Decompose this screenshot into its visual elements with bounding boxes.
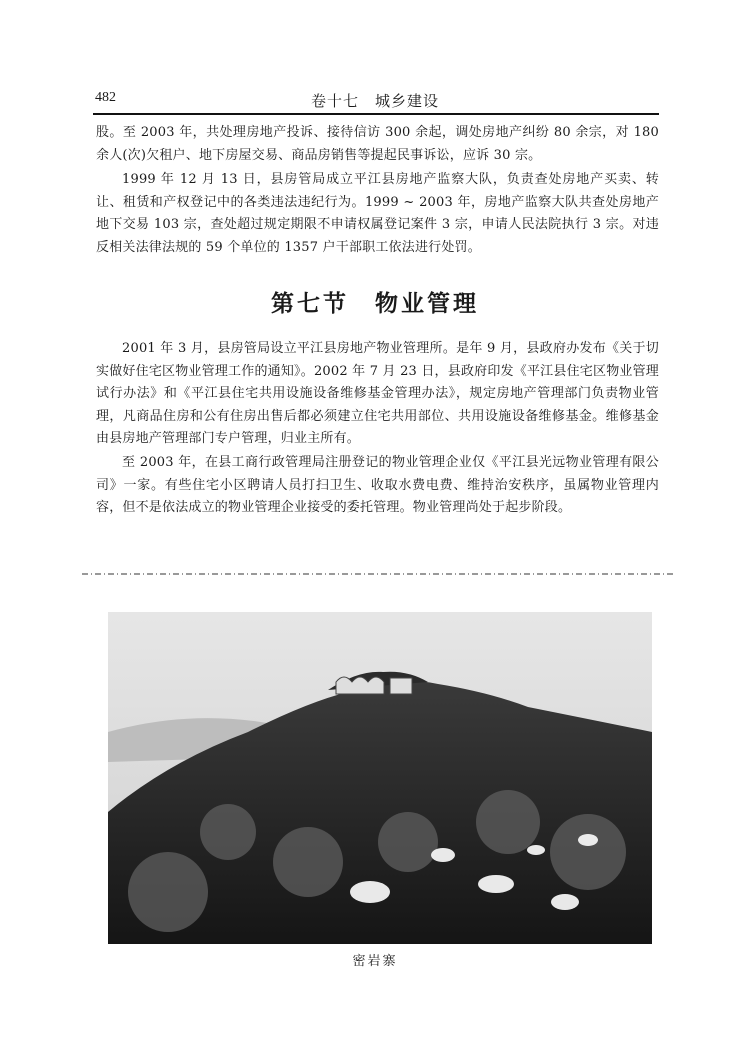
mountain-scene-image <box>108 612 652 944</box>
header-rule <box>93 113 659 115</box>
paragraph-continuation: 股。至 2003 年，共处理房地产投诉、接待信访 300 余起，调处房地产纠纷 80 余宗，对 180 余人(次)欠租户、地下房屋交易、商品房销售等提起民事诉讼，应诉 30 宗。 <box>96 125 659 163</box>
figure-caption: 密岩寨 <box>352 954 398 969</box>
running-head: 卷十七 城乡建设 <box>310 92 439 110</box>
decorative-divider <box>82 571 674 577</box>
page-number: 482 <box>95 90 116 105</box>
page-header <box>95 88 655 112</box>
temple-building <box>336 677 412 694</box>
paragraph-property-companies: 至 2003 年，在县工商行政管理局注册登记的物业管理企业仅《平江县光远物业管理有限公司》一家。有些住宅小区聘请人员打扫卫生、收取水费电费、维持治安秩序，虽属物业管理内容，但不是依法成立的物业管理企业接受的委托管理。物业管理尚处于起步阶段。 <box>96 455 659 515</box>
paragraph-supervision: 1999 年 12 月 13 日，县房管局成立平江县房地产监察大队，负责查处房地产买卖、转让、租赁和产权登记中的各类违法违纪行为。1999 ~ 2003 年，房地产监察大队共查处房地产地下交易 103 宗，查处超过规定期限不申请权属登记案件 3 宗，申请人民法院执行 3 宗。对违反相关法律法规的 59 个单位的 1357 户干部职工依法进行处罚。 <box>96 172 659 255</box>
paragraph-property-management: 2001 年 3 月，县房管局设立平江县房地产物业管理所。是年 9 月，县政府办发布《关于切实做好住宅区物业管理工作的通知》。2002 年 7 月 23 日，县政府印发《平江县住宅区物业管理试行办法》和《平江县住宅共用设施设备维修基金管理办法》，规定房地产管理部门负责物业管理，凡商品住房和公有住房出售后都必须建立住宅共用部位、共用设施设备维修基金。维修基金由县房地产管理部门专户管理，归业主所有。 <box>96 341 659 446</box>
landscape-photo <box>108 612 652 944</box>
section-title: 第七节 物业管理 <box>271 290 479 317</box>
